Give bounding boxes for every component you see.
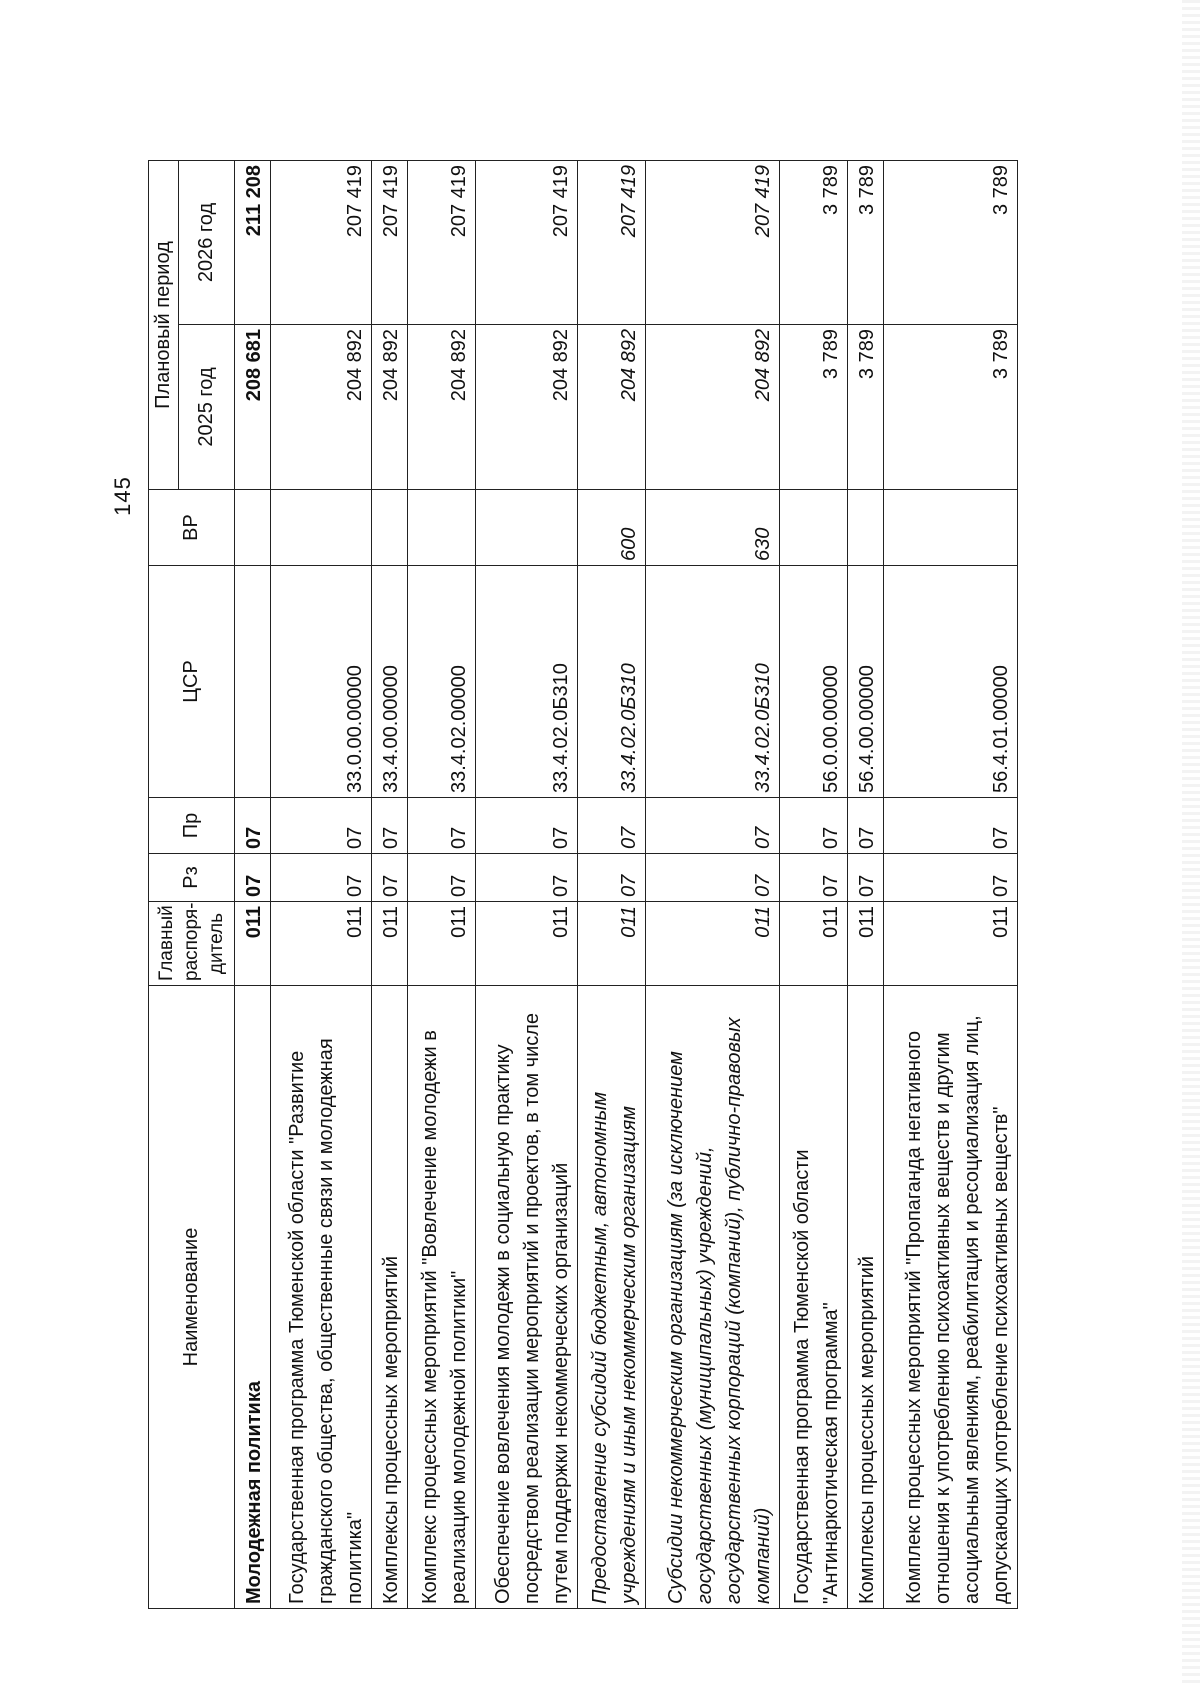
cell-y2025: 204 892: [646, 325, 780, 490]
cell-rz: 07: [235, 854, 271, 902]
cell-pr: 07: [646, 798, 780, 854]
cell-pr: 07: [372, 798, 408, 854]
cell-vr: [372, 490, 408, 566]
cell-glav: 011: [646, 902, 780, 986]
cell-pr: 07: [848, 798, 884, 854]
page-number: 145: [110, 476, 135, 516]
table-row: [848, 160, 884, 1608]
table-row: [270, 160, 371, 1608]
cell-csr: 33.4.00.00000: [372, 566, 408, 798]
cell-pr: 07: [884, 798, 1018, 854]
cell-y2025: 204 892: [372, 325, 408, 490]
cell-y2025: 3 789: [779, 325, 848, 490]
header-name: Наименование: [149, 986, 235, 1609]
cell-glav: 011: [848, 902, 884, 986]
cell-y2025: 204 892: [407, 325, 476, 490]
header-period: Плановый период: [149, 160, 179, 489]
cell-vr: 630: [646, 490, 780, 566]
cell-csr: 56.4.01.00000: [884, 566, 1018, 798]
table-row: [407, 160, 476, 1608]
cell-y2025: 3 789: [848, 325, 884, 490]
cell-csr: 33.4.02.0Б310: [577, 566, 646, 798]
cell-csr: 33.4.02.0Б310: [476, 566, 577, 798]
cell-rz: 07: [476, 854, 577, 902]
header-glav: Главный распоря-дитель: [149, 902, 235, 986]
cell-glav: 011: [407, 902, 476, 986]
cell-name: Комплексы процессных мероприятий: [372, 986, 408, 1609]
cell-y2026: 3 789: [779, 160, 848, 324]
header-pr: Пр: [149, 798, 235, 854]
cell-glav: 011: [270, 902, 371, 986]
cell-name: Государственная программа Тюменской области "Антинаркотическая программа": [779, 986, 848, 1609]
cell-pr: 07: [779, 798, 848, 854]
cell-pr: 07: [476, 798, 577, 854]
cell-csr: [235, 566, 271, 798]
cell-y2025: 204 892: [577, 325, 646, 490]
cell-name: Молодежная политика: [235, 986, 271, 1609]
cell-rz: 07: [270, 854, 371, 902]
table-row: [372, 160, 408, 1608]
cell-name: Обеспечение вовлечения молодежи в социальную практику посредством реализации мероприятий и проектов, в том числе путем поддержки некоммерческих организаций: [476, 986, 577, 1609]
header-csr: ЦСР: [149, 566, 235, 798]
header-2025: 2025 год: [179, 325, 235, 490]
cell-y2026: 207 419: [577, 160, 646, 324]
cell-csr: 33.0.00.00000: [270, 566, 371, 798]
cell-y2025: 204 892: [270, 325, 371, 490]
cell-csr: 56.4.00.00000: [848, 566, 884, 798]
table-body: [235, 160, 1018, 1608]
table-row: [577, 160, 646, 1608]
cell-rz: 07: [884, 854, 1018, 902]
cell-vr: [848, 490, 884, 566]
cell-vr: [884, 490, 1018, 566]
cell-rz: 07: [848, 854, 884, 902]
cell-vr: [779, 490, 848, 566]
cell-y2026: 3 789: [848, 160, 884, 324]
cell-y2026: 207 419: [476, 160, 577, 324]
cell-rz: 07: [372, 854, 408, 902]
cell-vr: [476, 490, 577, 566]
cell-name: Субсидии некоммерческим организациям (за исключением государственных (муниципальных) учреждений, государственных корпораций (компаний), публично-правовых компаний): [646, 986, 780, 1609]
cell-csr: 56.0.00.00000: [779, 566, 848, 798]
table-row: [476, 160, 577, 1608]
budget-table: [148, 160, 1018, 1609]
table-row: [779, 160, 848, 1608]
table-row: [646, 160, 780, 1608]
cell-glav: 011: [884, 902, 1018, 986]
cell-y2026: 207 419: [646, 160, 780, 324]
cell-glav: 011: [372, 902, 408, 986]
cell-y2026: 211 208: [235, 160, 271, 324]
cell-name: Комплексы процессных мероприятий: [848, 986, 884, 1609]
cell-y2026: 207 419: [270, 160, 371, 324]
cell-csr: 33.4.02.00000: [407, 566, 476, 798]
header-2026: 2026 год: [179, 160, 235, 324]
cell-vr: [270, 490, 371, 566]
cell-name: Комплекс процессных мероприятий "Пропаганда негативного отношения к употреблению психоактивных веществ и другим асоциальным явлениям, реабилитация и ресоциализация лиц, допускающих употребление психоактивных веществ": [884, 986, 1018, 1609]
cell-y2026: 207 419: [407, 160, 476, 324]
cell-y2026: 207 419: [372, 160, 408, 324]
table-row: [235, 160, 271, 1608]
rotated-table-wrapper: [148, 161, 1018, 1609]
cell-name: Предоставление субсидий бюджетным, автономным учреждениям и иным некоммерческим организациям: [577, 986, 646, 1609]
cell-pr: 07: [577, 798, 646, 854]
cell-pr: 07: [407, 798, 476, 854]
cell-rz: 07: [779, 854, 848, 902]
cell-pr: 07: [235, 798, 271, 854]
header-vr: ВР: [149, 490, 235, 566]
cell-vr: 600: [577, 490, 646, 566]
cell-name: Комплекс процессных мероприятий "Вовлечение молодежи в реализацию молодежной политики": [407, 986, 476, 1609]
cell-rz: 07: [646, 854, 780, 902]
cell-pr: 07: [270, 798, 371, 854]
cell-rz: 07: [577, 854, 646, 902]
cell-vr: [407, 490, 476, 566]
table-row: [884, 160, 1018, 1608]
cell-glav: 011: [476, 902, 577, 986]
cell-y2025: 204 892: [476, 325, 577, 490]
cell-name: Государственная программа Тюменской области "Развитие гражданского общества, общественные связи и молодежная политика": [270, 986, 371, 1609]
cell-y2025: 3 789: [884, 325, 1018, 490]
cell-vr: [235, 490, 271, 566]
scan-edge: [1182, 0, 1200, 1686]
header-rz: Рз: [149, 854, 235, 902]
cell-csr: 33.4.02.0Б310: [646, 566, 780, 798]
cell-glav: 011: [779, 902, 848, 986]
cell-glav: 011: [577, 902, 646, 986]
cell-glav: 011: [235, 902, 271, 986]
cell-y2026: 3 789: [884, 160, 1018, 324]
cell-rz: 07: [407, 854, 476, 902]
cell-y2025: 208 681: [235, 325, 271, 490]
